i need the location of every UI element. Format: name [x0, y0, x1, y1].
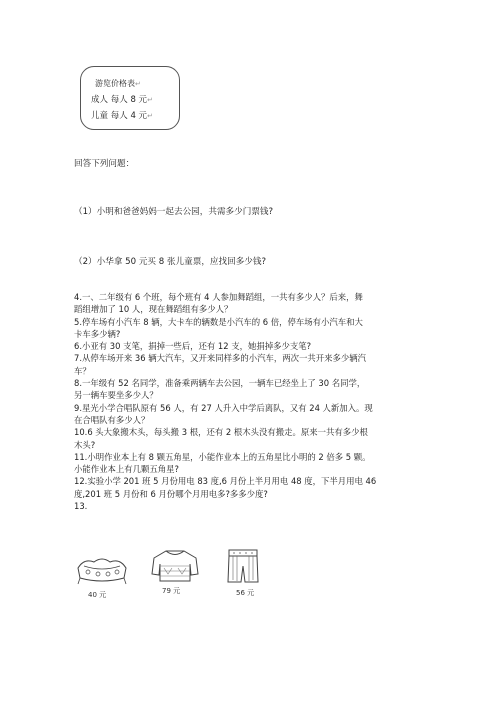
question-line: 8.一年级有 52 名同学，准备乘两辆车去公园，一辆车已经坐上了 30 名同学， [74, 378, 366, 389]
price-row-adult [91, 95, 179, 105]
question-line: 卡车多少辆? [74, 328, 121, 339]
purse-price: 40 元 [88, 591, 107, 599]
price-row-label: 儿童 [91, 111, 109, 121]
price-row-price: 4 元 [130, 111, 148, 121]
price-table-box [80, 66, 180, 130]
question-line: 木头? [74, 439, 96, 450]
item-illustrations [74, 540, 294, 602]
price-row-label: 成人 [91, 95, 109, 105]
purse-icon [74, 554, 130, 588]
sweater-price: 79 元 [162, 587, 181, 595]
question-line: 11.小明作业本上有 8 颗五角星，小能作业本上的五角星比小明的 2 倍多 5 颗。 [74, 451, 371, 462]
question-line: 另一辆车要坐多少人？ [74, 390, 158, 401]
question-line: 10.6 头大象搬木头，每头搬 3 根，还有 2 根木头没有搬走。原来一共有多少根 [74, 427, 368, 438]
question-line: 4.一、二年级有 6 个班，每个班有 4 人参加舞蹈组，一共有多少人？后来，舞 [74, 292, 363, 302]
price-row-child [91, 111, 179, 121]
sub-question-2: （2）小华拿 50 元买 8 张儿童票，应找回多少钱? [74, 257, 267, 267]
sweater-icon [150, 548, 200, 584]
question-line: 5.停车场有小汽车 8 辆，大卡车的辆数是小汽车的 6 倍，停车场有小汽车和大 [74, 316, 363, 327]
question-line: 蹈组增加了 10 人，现在舞蹈组有多少人？ [74, 304, 233, 315]
question-line: 度,201 班 5 月份和 6 月份哪个月用电多?多多少度? [74, 488, 268, 499]
return-mark: ↵ [147, 96, 153, 104]
question-line: 9.星光小学合唱队原有 56 人，有 27 人升入中学后离队，又有 24 人新加入。现 [74, 402, 373, 413]
return-mark: ↵ [135, 80, 141, 88]
shorts-price: 56 元 [236, 589, 255, 597]
price-row-per: 每人 [110, 95, 128, 105]
question-line: 7.从停车场开来 36 辆大汽车，又开来同样多的小汽车，两次一共开来多少辆汽 [74, 353, 366, 364]
return-mark: ↵ [147, 112, 153, 120]
question-line: 6.小亚有 30 支笔，捐掉一些后，还有 12 支，她捐掉多少支笔? [74, 341, 312, 352]
sub-question-1: （1）小明和爸爸妈妈一起去公园，共需多少门票钱? [74, 207, 274, 217]
price-table-title-text: 游览价格表 [95, 79, 135, 88]
question-list [74, 291, 424, 512]
question-line: 车？ [74, 365, 91, 376]
price-row-price: 8 元 [130, 95, 148, 105]
question-line: 小能作业本上有几颗五角星? [74, 464, 179, 475]
question-line: 在合唱队有多少人？ [74, 414, 150, 425]
price-row-per: 每人 [110, 111, 128, 121]
question-line: 12.实验小学 201 班 5 月份用电 83 度,6 月份上半月用电 48 度，下半月用电 46 [74, 476, 377, 487]
instruction-text: 回答下列问题： [74, 159, 135, 169]
question-line: 13. [74, 501, 88, 512]
price-table-title [95, 79, 179, 89]
shorts-icon [226, 548, 260, 586]
